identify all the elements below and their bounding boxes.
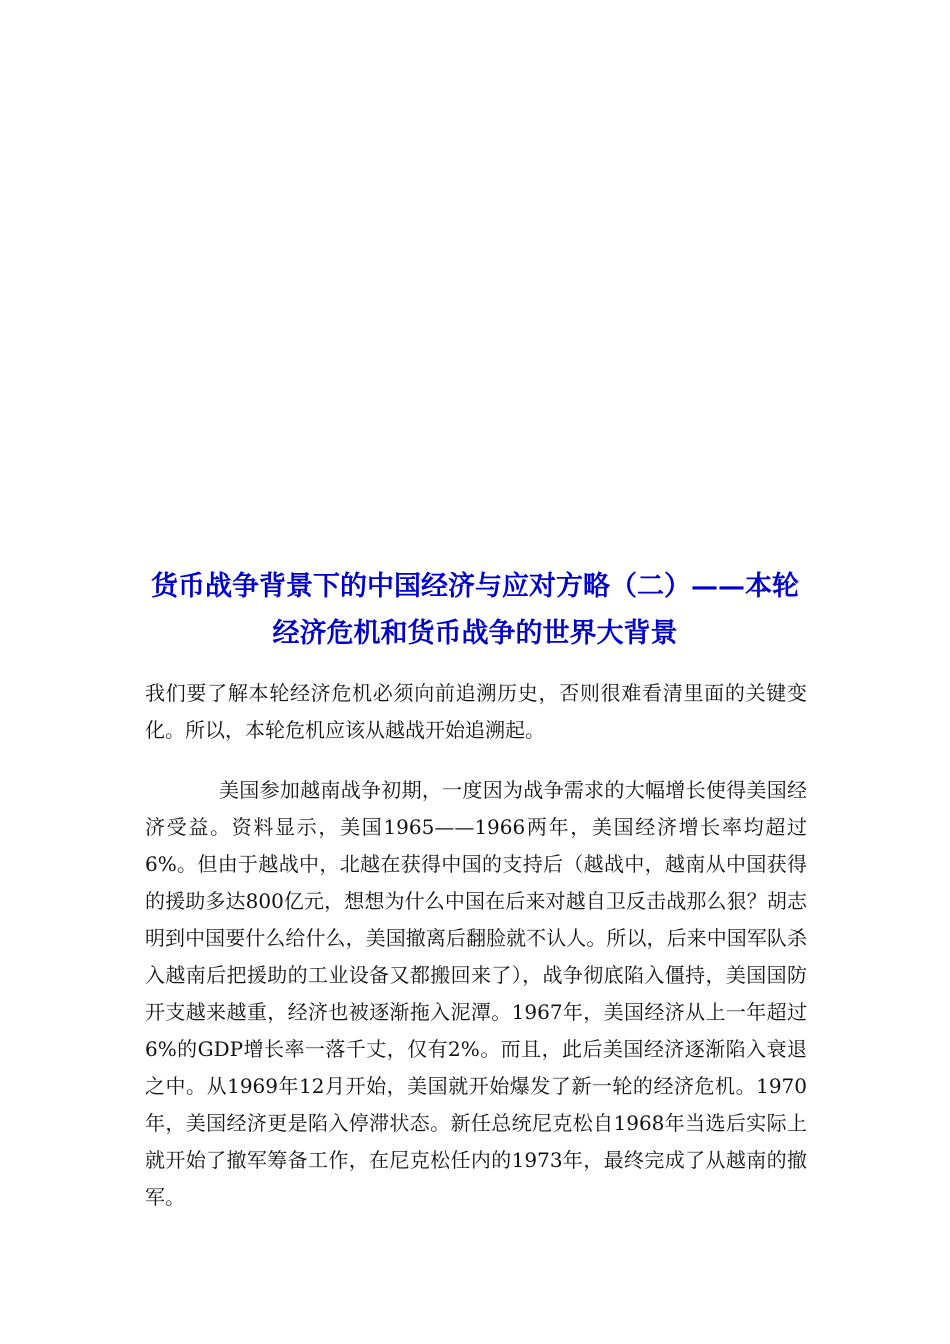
document-title: 货币战争背景下的中国经济与应对方略（二）——本轮经济危机和货币战争的世界大背景: [151, 571, 799, 649]
paragraph-intro: 我们要了解本轮经济危机必须向前追溯历史，否则很难看清里面的关键变化。所以，本轮危机应该从越战开始追溯起。: [145, 681, 807, 742]
paragraph-vietnam-war: 美国参加越南战争初期，一度因为战争需求的大幅增长使得美国经济受益。资料显示，美国1965——1966两年，美国经济增长率均超过6%。但由于越战中，北越在获得中国的支持后（越战中，越南从中国获得的援助多达800亿元，想想为什么中国在后来对越自卫反击战那么狠？胡志明到中国要什么给什么，美国撤离后翻脸就不认人。所以，后来中国军队杀入越南后把援助的工业设备又都搬回来了），战争彻底陷入僵持，美国国防开支越来越重，经济也被逐渐拖入泥潭。1967年，美国经济从上一年超过6%的GDP增长率一落千丈，仅有2%。而且，此后美国经济逐渐陷入衰退之中。从1969年12月开始，美国就开始爆发了新一轮的经济危机。1970年，美国经济更是陷入停滞状态。新任总统尼克松自1968年当选后实际上就开始了撤军筹备工作，在尼克松任内的1973年，最终完成了从越南的撤军。: [145, 778, 807, 1209]
